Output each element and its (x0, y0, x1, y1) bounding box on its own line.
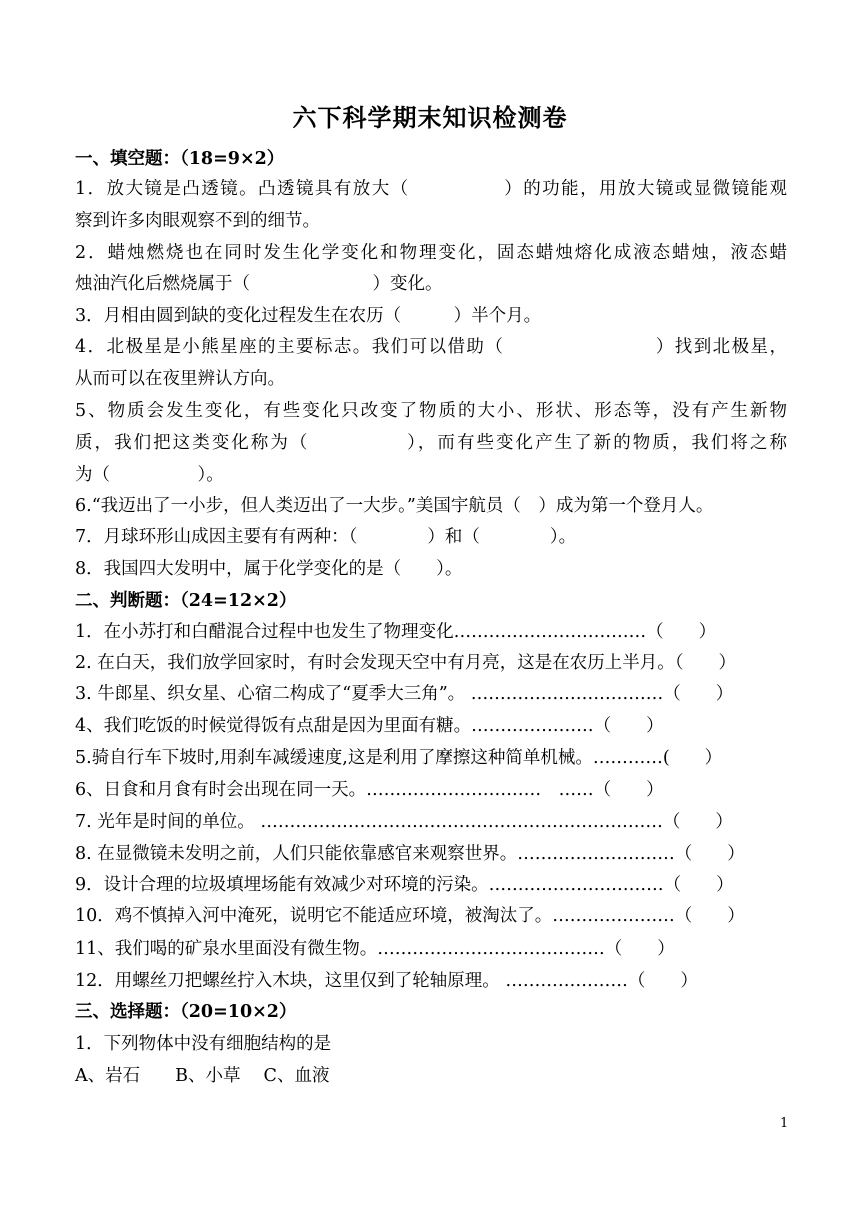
question-line: 10．鸡不慎掉入河中淹死，说明它不能适应环境，被淘汰了。…………………（ ） (75, 906, 745, 926)
question-line: 5.骑自行车下坡时,用刹车减缓速度,这是利用了摩擦这种简单机械。…………( ） (75, 748, 723, 768)
question-line: 4、我们吃饭的时候觉得饭有点甜是因为里面有糖。…………………（ ） (75, 716, 664, 736)
question-line: 1．放大镜是凸透镜。凸透镜具有放大（ ）的功能，用放大镜或显微镜能观 (75, 179, 787, 199)
question-line: 3. 牛郎星、织女星、心宿二构成了“夏季大三角”。 ……………………………（ ） (75, 684, 734, 704)
question-line: 质，我们把这类变化称为（ ），而有些变化产生了新的物质，我们将之称 (75, 433, 787, 453)
question-line: 7. 光年是时间的单位。 ……………………………………………………………（ ） (75, 812, 733, 832)
page-number: 1 (780, 1116, 789, 1131)
question-line: 为（ ）。 (75, 465, 224, 485)
question-line: 8．我国四大发明中，属于化学变化的是（ ）。 (75, 559, 463, 579)
question-line: 11、我们喝的矿泉水里面没有微生物。…………………………………（ ） (75, 939, 675, 959)
question-line: 6、日食和月食有时会出现在同一天。………………………… ……（ ） (75, 780, 664, 800)
answer-options: A、岩石 B、小草 C、血液 (75, 1066, 330, 1086)
question-line: 烛油汽化后燃烧属于（ ）变化。 (75, 274, 443, 294)
section-heading-true-false: 二、判断题：（24=12×2） (75, 591, 297, 611)
question-line: 12．用螺丝刀把螺丝拧入木块，这里仅到了轮轴原理。 …………………（ ） (75, 971, 698, 991)
question-line: 1．在小苏打和白醋混合过程中也发生了物理变化……………………………（ ） (75, 622, 717, 642)
question-line: 9．设计合理的垃圾填埋场能有效减少对环境的污染。…………………………（ ） (75, 875, 734, 895)
question-line: 8. 在显微镜未发明之前，人们只能依靠感官来观察世界。………………………（ ） (75, 844, 745, 864)
question-line: 6.“我迈出了一小步，但人类迈出了一大步。”美国宇航员（ ）成为第一个登月人。 (75, 496, 714, 516)
question-line: 5、物质会发生变化，有些变化只改变了物质的大小、形状、形态等，没有产生新物 (75, 401, 787, 421)
exam-title: 六下科学期末知识检测卷 (292, 103, 568, 132)
section-heading-multiple-choice: 三、选择题：（20=10×2） (75, 1002, 297, 1022)
question-line: 察到许多肉眼观察不到的细节。 (75, 211, 320, 231)
question-line: 从而可以在夜里辨认方向。 (75, 369, 285, 389)
question-line: 2．蜡烛燃烧也在同时发生化学变化和物理变化，固态蜡烛熔化成液态蜡烛，液态蜡 (75, 243, 787, 263)
question-line: 4．北极星是小熊星座的主要标志。我们可以借助（ ）找到北极星， (75, 337, 787, 357)
question-line: 1．下列物体中没有细胞结构的是 (75, 1034, 332, 1054)
section-heading-fill-blank: 一、填空题：（18=9×2） (75, 149, 285, 169)
question-line: 7．月球环形山成因主要有有两种：（ ）和（ ）。 (75, 527, 577, 547)
question-line: 3．月相由圆到缺的变化过程发生在农历（ ）半个月。 (75, 306, 542, 326)
question-line: 2. 在白天，我们放学回家时，有时会发现天空中有月亮，这是在农历上半月。（ ） (75, 653, 737, 673)
